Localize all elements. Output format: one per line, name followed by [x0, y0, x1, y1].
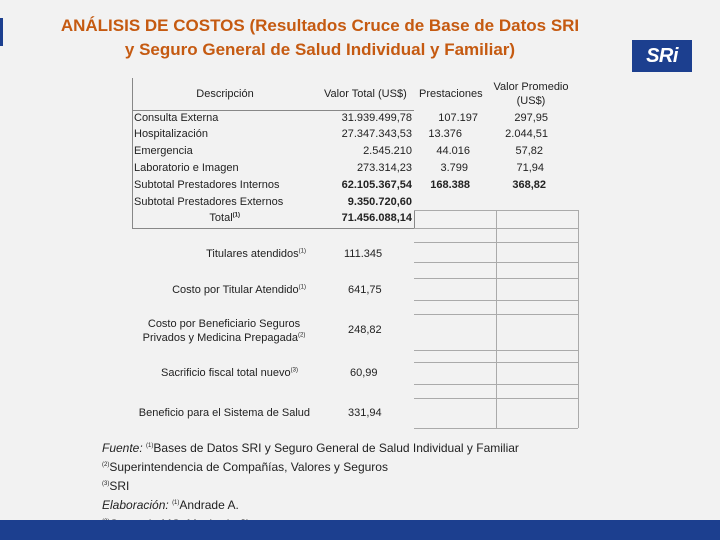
metric-label-text: Costo por Titular Atendido	[172, 284, 299, 296]
row-desc	[134, 212, 240, 224]
row-prestaciones: 107.197	[438, 112, 478, 124]
bottom-bar	[0, 520, 720, 540]
row-desc: Subtotal Prestadores Externos	[134, 196, 284, 208]
row-prestaciones: 168.388	[430, 179, 470, 191]
row-promedio: 297,95	[514, 112, 548, 124]
line2-sup: (2)	[102, 462, 110, 468]
logo-text: SRi	[646, 44, 678, 67]
line2-text: Superintendencia de Compañías, Valores y Seguros	[109, 460, 388, 474]
title-line-1: ANÁLISIS DE COSTOS (Resultados Cruce de Base de Datos SRI	[60, 16, 580, 35]
row-desc: Laboratorio e Imagen	[134, 162, 239, 174]
row-promedio: 57,82	[515, 145, 543, 157]
row-valor-total: 9.350.720,60	[347, 196, 412, 208]
metric-label-l1: Costo por Beneficiario Seguros	[147, 318, 301, 330]
row-promedio: 71,94	[516, 162, 544, 174]
metric-label-text: Titulares atendidos	[206, 248, 299, 260]
metric-value: 331,94	[348, 407, 382, 419]
header-valor-total: Valor Total (US$)	[324, 88, 407, 100]
fuente-text: Bases de Datos SRI y Seguro General de Salud Individual y Familiar	[153, 441, 519, 455]
row-valor-total: 273.314,23	[356, 162, 412, 174]
metric-value: 248,82	[348, 324, 382, 336]
metric-sup: (2)	[297, 332, 306, 339]
row-desc: Consulta Externa	[134, 112, 219, 124]
row-valor-total: 2.545.210	[363, 145, 412, 157]
fuente-label: Fuente:	[102, 441, 143, 455]
metric-label-l2	[134, 332, 314, 344]
header-descripcion: Descripción	[196, 88, 254, 100]
metric-sup: (3)	[290, 367, 298, 374]
header-prestaciones: Prestaciones	[419, 88, 483, 100]
row-desc: Emergencia	[134, 145, 193, 157]
source-line-3	[102, 476, 622, 495]
metric-label-text: Privados y Medicina Prepagada	[142, 332, 298, 344]
total-label: Total	[209, 212, 233, 224]
metric-sup: (1)	[298, 248, 306, 255]
total-sup: (1)	[232, 212, 240, 219]
row-valor-total: 31.939.499,78	[341, 112, 412, 124]
row-prestaciones: 44.016	[436, 145, 470, 157]
line3-sup: (3)	[102, 481, 110, 487]
row-valor-total: 62.105.367,54	[341, 179, 412, 191]
line3-text: SRI	[109, 479, 130, 493]
row-promedio: 368,82	[512, 179, 546, 191]
elaboracion-text: Andrade A.	[179, 498, 239, 512]
metric-sup: (1)	[298, 284, 306, 291]
metric-label-text: Sacrificio fiscal total nuevo	[161, 367, 291, 379]
row-desc: Hospitalización	[134, 128, 208, 140]
elaboracion-sup: (1)	[172, 500, 180, 506]
source-line-2	[102, 457, 622, 476]
row-prestaciones: 13.376	[428, 128, 462, 140]
metric-value: 641,75	[348, 284, 382, 296]
metric-label: Beneficio para el Sistema de Salud	[138, 407, 310, 419]
row-valor-total: 71.456.088,14	[341, 212, 412, 224]
row-valor-total: 27.347.343,53	[341, 128, 412, 140]
fuente-sup: (1)	[146, 443, 154, 449]
row-desc: Subtotal Prestadores Internos	[134, 179, 280, 191]
row-promedio: 2.044,51	[505, 128, 548, 140]
elaboracion-label: Elaboración:	[102, 498, 169, 512]
metric-label	[134, 284, 306, 296]
elaboracion-line	[102, 495, 622, 514]
metric-value: 111.345	[344, 248, 383, 260]
fuente-line	[102, 438, 622, 457]
metric-value: 60,99	[350, 367, 378, 379]
header-valor-promedio-l2: (US$)	[516, 95, 546, 107]
metric-label	[134, 248, 306, 260]
source-notes	[102, 438, 622, 533]
title-line-2: y Seguro General de Salud Individual y Familiar)	[124, 40, 516, 59]
metric-label	[134, 367, 298, 379]
row-prestaciones: 3.799	[440, 162, 468, 174]
header-valor-promedio-l1: Valor Promedio	[493, 81, 569, 93]
